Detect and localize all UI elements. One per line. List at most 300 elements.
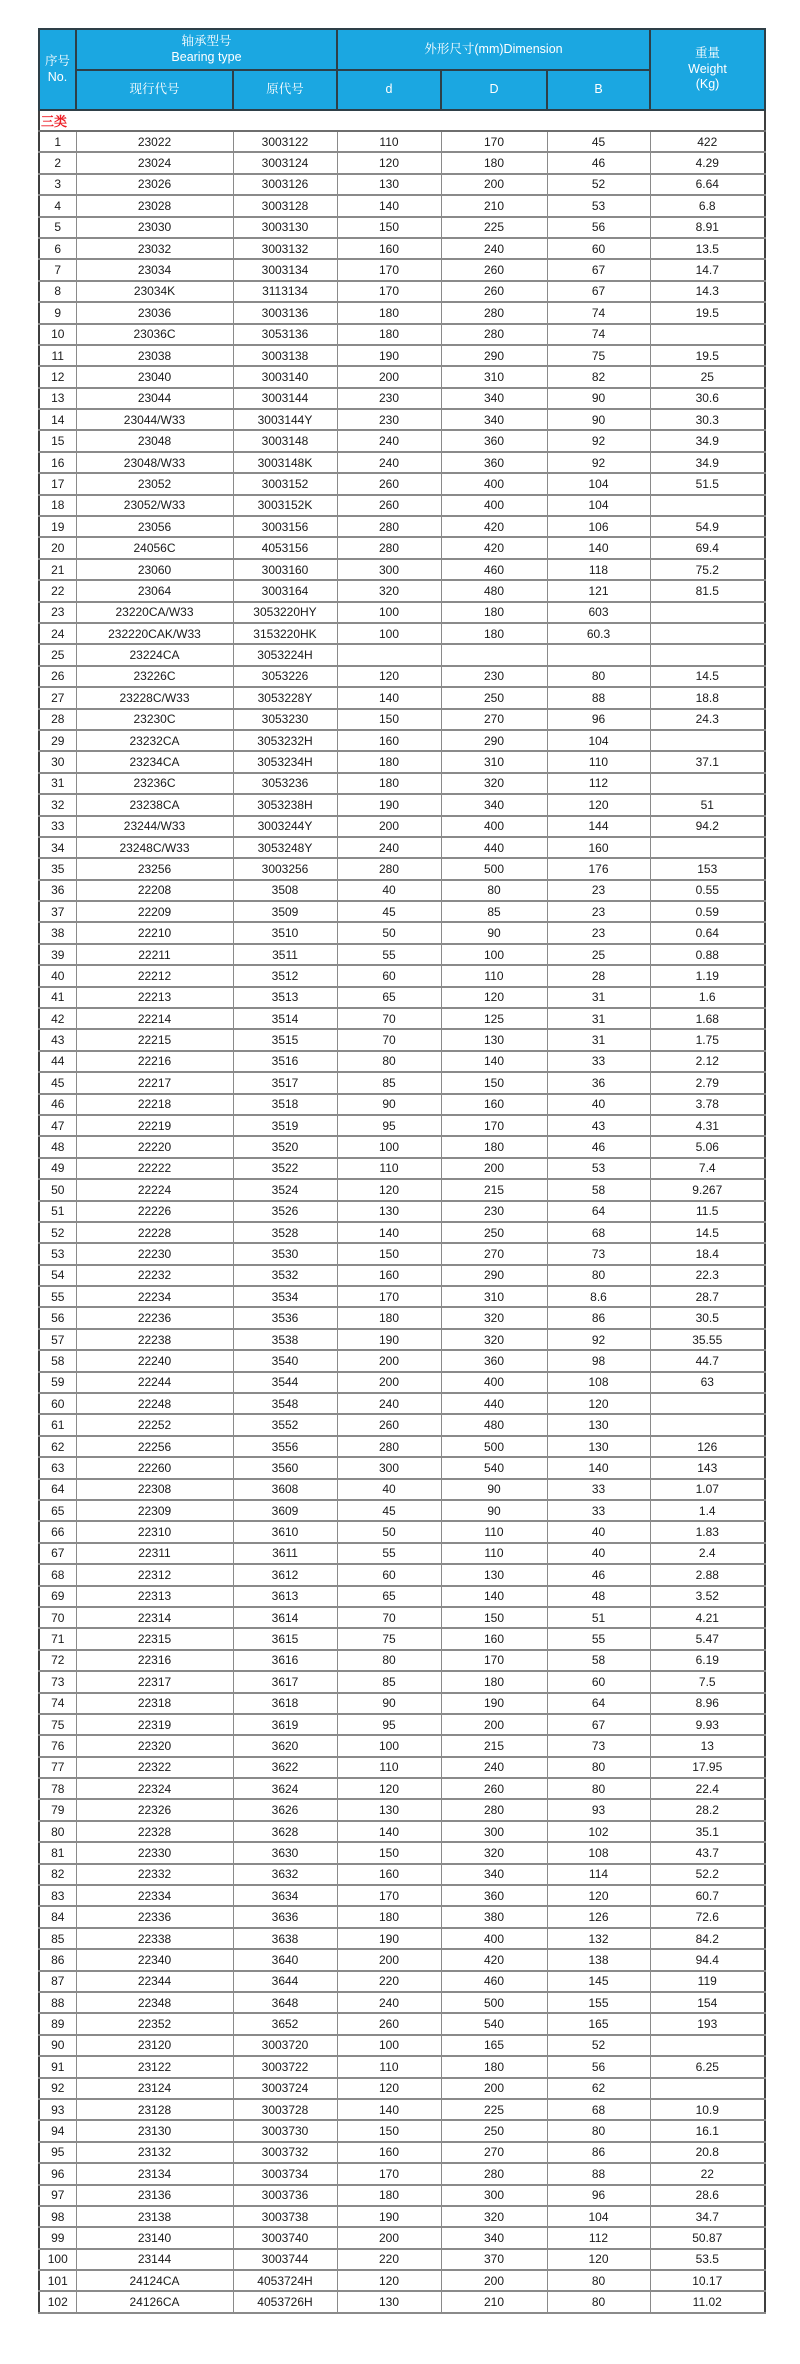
cell-d: 170	[337, 281, 441, 302]
cell-original-code: 3512	[233, 965, 337, 986]
table-row	[39, 1607, 765, 1628]
cell-original-code: 3638	[233, 1928, 337, 1949]
cell-no: 41	[39, 987, 76, 1008]
cell-d: 180	[337, 751, 441, 772]
cell-original-code: 3520	[233, 1136, 337, 1157]
cell-B: 45	[547, 131, 650, 152]
table-row	[39, 1479, 765, 1500]
cell-original-code: 3003152	[233, 473, 337, 494]
cell-B: 74	[547, 302, 650, 323]
cell-original-code: 3518	[233, 1094, 337, 1115]
cell-weight: 14.7	[650, 259, 765, 280]
table-row	[39, 1564, 765, 1585]
cell-B: 108	[547, 1372, 650, 1393]
cell-D: 380	[441, 1906, 547, 1927]
cell-weight: 143	[650, 1457, 765, 1478]
cell-d: 40	[337, 1479, 441, 1500]
cell-B: 68	[547, 1222, 650, 1243]
cell-no: 97	[39, 2185, 76, 2206]
cell-weight: 28.6	[650, 2185, 765, 2206]
cell-d: 120	[337, 1778, 441, 1799]
cell-d: 130	[337, 1799, 441, 1820]
table-row	[39, 238, 765, 259]
cell-no: 71	[39, 1628, 76, 1649]
cell-no: 51	[39, 1201, 76, 1222]
cell-D: 230	[441, 1201, 547, 1222]
cell-B: 43	[547, 1115, 650, 1136]
cell-B: 46	[547, 1564, 650, 1585]
cell-B: 86	[547, 2142, 650, 2163]
cell-current-code: 22317	[76, 1671, 233, 1692]
cell-no: 13	[39, 388, 76, 409]
cell-no: 85	[39, 1928, 76, 1949]
header-row-top	[39, 29, 765, 70]
col-header-d: d	[337, 70, 441, 110]
cell-no: 60	[39, 1393, 76, 1414]
cell-original-code: 3526	[233, 1201, 337, 1222]
cell-D: 310	[441, 751, 547, 772]
cell-current-code: 23034K	[76, 281, 233, 302]
cell-no: 64	[39, 1479, 76, 1500]
cell-no: 32	[39, 794, 76, 815]
cell-no: 29	[39, 730, 76, 751]
table-row	[39, 1693, 765, 1714]
table-row	[39, 1115, 765, 1136]
cell-d: 280	[337, 858, 441, 879]
cell-d: 55	[337, 1543, 441, 1564]
table-row	[39, 2120, 765, 2141]
cell-B: 120	[547, 2249, 650, 2270]
cell-weight: 6.19	[650, 1650, 765, 1671]
cell-B: 68	[547, 2099, 650, 2120]
cell-original-code: 3053226	[233, 666, 337, 687]
cell-original-code: 3003728	[233, 2099, 337, 2120]
cell-weight: 34.9	[650, 452, 765, 473]
cell-original-code: 3522	[233, 1158, 337, 1179]
cell-D: 210	[441, 195, 547, 216]
table-row	[39, 2185, 765, 2206]
cell-current-code: 22322	[76, 1757, 233, 1778]
cell-original-code: 3153220HK	[233, 623, 337, 644]
cell-current-code: 22310	[76, 1521, 233, 1542]
table-row	[39, 495, 765, 516]
cell-d: 200	[337, 1949, 441, 1970]
cell-weight: 34.7	[650, 2206, 765, 2227]
cell-B: 31	[547, 1008, 650, 1029]
table-row	[39, 152, 765, 173]
cell-original-code: 3640	[233, 1949, 337, 1970]
cell-B: 60	[547, 1671, 650, 1692]
cell-no: 44	[39, 1051, 76, 1072]
cell-d: 140	[337, 1821, 441, 1842]
cell-original-code: 3615	[233, 1628, 337, 1649]
cell-B: 23	[547, 901, 650, 922]
cell-current-code: 23226C	[76, 666, 233, 687]
cell-B: 51	[547, 1607, 650, 1628]
cell-current-code: 23052	[76, 473, 233, 494]
table-row	[39, 1350, 765, 1371]
cell-D: 80	[441, 880, 547, 901]
cell-weight	[650, 644, 765, 665]
cell-d: 150	[337, 2120, 441, 2141]
cell-current-code: 23048/W33	[76, 452, 233, 473]
cell-d: 85	[337, 1072, 441, 1093]
cell-D: 320	[441, 1842, 547, 1863]
table-row	[39, 1329, 765, 1350]
cell-weight: 30.6	[650, 388, 765, 409]
cell-weight	[650, 730, 765, 751]
cell-D: 500	[441, 858, 547, 879]
cell-d: 240	[337, 1393, 441, 1414]
cell-no: 37	[39, 901, 76, 922]
cell-D: 180	[441, 2056, 547, 2077]
cell-original-code: 3003122	[233, 131, 337, 152]
cell-current-code: 23036C	[76, 324, 233, 345]
cell-D: 260	[441, 281, 547, 302]
cell-B: 46	[547, 152, 650, 173]
cell-D: 540	[441, 1457, 547, 1478]
cell-current-code: 23228C/W33	[76, 687, 233, 708]
cell-no: 11	[39, 345, 76, 366]
cell-no: 33	[39, 816, 76, 837]
cell-d: 260	[337, 1414, 441, 1435]
cell-original-code: 3053238H	[233, 794, 337, 815]
cell-d: 80	[337, 1051, 441, 1072]
cell-weight: 14.3	[650, 281, 765, 302]
col-header-dimension: 外形尺寸(mm)Dimension	[337, 29, 650, 70]
cell-B: 160	[547, 837, 650, 858]
cell-d: 85	[337, 1671, 441, 1692]
cell-original-code: 3614	[233, 1607, 337, 1628]
cell-current-code: 22209	[76, 901, 233, 922]
cell-current-code: 22212	[76, 965, 233, 986]
cell-D: 200	[441, 1714, 547, 1735]
cell-current-code: 22332	[76, 1864, 233, 1885]
cell-d: 190	[337, 794, 441, 815]
cell-B: 31	[547, 1029, 650, 1050]
cell-current-code: 23044/W33	[76, 409, 233, 430]
cell-original-code: 3610	[233, 1521, 337, 1542]
bearing-table-container	[38, 28, 764, 2314]
cell-D: 400	[441, 495, 547, 516]
cell-D: 170	[441, 1115, 547, 1136]
table-row	[39, 345, 765, 366]
cell-original-code: 3652	[233, 2013, 337, 2034]
cell-weight: 54.9	[650, 516, 765, 537]
cell-B: 114	[547, 1864, 650, 1885]
cell-d: 130	[337, 2291, 441, 2312]
cell-B: 52	[547, 174, 650, 195]
cell-no: 68	[39, 1564, 76, 1585]
cell-D: 170	[441, 131, 547, 152]
table-row	[39, 366, 765, 387]
cell-current-code: 23136	[76, 2185, 233, 2206]
cell-D: 85	[441, 901, 547, 922]
cell-original-code: 3534	[233, 1286, 337, 1307]
table-row	[39, 2163, 765, 2184]
cell-current-code: 23130	[76, 2120, 233, 2141]
cell-B: 90	[547, 409, 650, 430]
cell-D: 340	[441, 388, 547, 409]
cell-weight: 422	[650, 131, 765, 152]
cell-no: 7	[39, 259, 76, 280]
col-header-no-en: No.	[47, 69, 68, 84]
cell-original-code: 3636	[233, 1906, 337, 1927]
cell-original-code: 3053236	[233, 773, 337, 794]
cell-current-code: 22240	[76, 1350, 233, 1371]
table-row	[39, 1414, 765, 1435]
weight-label-zh: 重量	[694, 46, 720, 61]
cell-original-code: 3609	[233, 1500, 337, 1521]
table-row	[39, 794, 765, 815]
cell-B: 145	[547, 1971, 650, 1992]
cell-d: 120	[337, 152, 441, 173]
cell-D: 230	[441, 666, 547, 687]
cell-weight: 2.4	[650, 1543, 765, 1564]
cell-no: 83	[39, 1885, 76, 1906]
cell-weight: 10.17	[650, 2270, 765, 2291]
cell-D: 225	[441, 217, 547, 238]
cell-original-code: 3530	[233, 1243, 337, 1264]
cell-d: 110	[337, 1757, 441, 1778]
cell-current-code: 23248C/W33	[76, 837, 233, 858]
cell-no: 66	[39, 1521, 76, 1542]
cell-current-code: 23038	[76, 345, 233, 366]
cell-B: 46	[547, 1136, 650, 1157]
cell-B: 138	[547, 1949, 650, 1970]
cell-weight: 30.5	[650, 1307, 765, 1328]
cell-weight: 8.91	[650, 217, 765, 238]
table-row	[39, 1586, 765, 1607]
cell-d: 100	[337, 1136, 441, 1157]
table-row	[39, 1500, 765, 1521]
cell-current-code: 22344	[76, 1971, 233, 1992]
cell-d: 160	[337, 238, 441, 259]
table-row	[39, 965, 765, 986]
cell-weight: 10.9	[650, 2099, 765, 2120]
cell-weight: 153	[650, 858, 765, 879]
cell-original-code: 3003720	[233, 2035, 337, 2056]
cell-current-code: 23030	[76, 217, 233, 238]
table-row	[39, 195, 765, 216]
cell-d: 240	[337, 837, 441, 858]
cell-D: 215	[441, 1735, 547, 1756]
cell-D: 250	[441, 2120, 547, 2141]
cell-weight: 0.64	[650, 922, 765, 943]
cell-d: 280	[337, 1436, 441, 1457]
cell-weight: 1.68	[650, 1008, 765, 1029]
cell-d: 180	[337, 773, 441, 794]
cell-current-code: 22315	[76, 1628, 233, 1649]
cell-d: 150	[337, 1842, 441, 1863]
cell-no: 95	[39, 2142, 76, 2163]
cell-D: 400	[441, 816, 547, 837]
cell-D: 180	[441, 1136, 547, 1157]
cell-B: 104	[547, 2206, 650, 2227]
cell-no: 20	[39, 537, 76, 558]
cell-weight: 13.5	[650, 238, 765, 259]
cell-d: 200	[337, 816, 441, 837]
cell-B: 8.6	[547, 1286, 650, 1307]
table-row	[39, 837, 765, 858]
cell-B: 120	[547, 1885, 650, 1906]
cell-weight: 43.7	[650, 1842, 765, 1863]
cell-B: 56	[547, 2056, 650, 2077]
cell-d: 120	[337, 2270, 441, 2291]
cell-current-code: 23124	[76, 2078, 233, 2099]
cell-B: 33	[547, 1051, 650, 1072]
cell-original-code: 3003136	[233, 302, 337, 323]
cell-original-code: 3053220HY	[233, 602, 337, 623]
cell-weight	[650, 2035, 765, 2056]
bearing-type-label-en: Bearing type	[171, 49, 242, 64]
cell-original-code: 3003736	[233, 2185, 337, 2206]
cell-weight: 22.4	[650, 1778, 765, 1799]
cell-D: 290	[441, 1265, 547, 1286]
cell-original-code: 3617	[233, 1671, 337, 1692]
cell-weight: 2.88	[650, 1564, 765, 1585]
cell-no: 1	[39, 131, 76, 152]
cell-d: 320	[337, 580, 441, 601]
cell-current-code: 22219	[76, 1115, 233, 1136]
cell-original-code: 3519	[233, 1115, 337, 1136]
cell-d: 220	[337, 1971, 441, 1992]
cell-weight: 16.1	[650, 2120, 765, 2141]
cell-D: 360	[441, 1885, 547, 1906]
cell-D: 290	[441, 345, 547, 366]
cell-D: 110	[441, 965, 547, 986]
cell-d: 190	[337, 1329, 441, 1350]
cell-B: 104	[547, 495, 650, 516]
table-row	[39, 773, 765, 794]
cell-d: 190	[337, 345, 441, 366]
cell-original-code: 3616	[233, 1650, 337, 1671]
cell-d: 130	[337, 174, 441, 195]
cell-current-code: 22256	[76, 1436, 233, 1457]
cell-original-code: 3003126	[233, 174, 337, 195]
cell-B: 58	[547, 1179, 650, 1200]
cell-original-code: 3532	[233, 1265, 337, 1286]
table-row	[39, 1821, 765, 1842]
cell-current-code: 24126CA	[76, 2291, 233, 2312]
cell-weight: 28.7	[650, 1286, 765, 1307]
cell-no: 61	[39, 1414, 76, 1435]
cell-d: 230	[337, 409, 441, 430]
cell-original-code: 3053248Y	[233, 837, 337, 858]
table-row	[39, 1671, 765, 1692]
cell-B: 48	[547, 1586, 650, 1607]
cell-B: 64	[547, 1201, 650, 1222]
cell-d: 70	[337, 1008, 441, 1029]
table-row	[39, 1757, 765, 1778]
table-row	[39, 901, 765, 922]
table-row	[39, 1735, 765, 1756]
cell-d: 120	[337, 666, 441, 687]
cell-D: 290	[441, 730, 547, 751]
cell-D: 280	[441, 2163, 547, 2184]
weight-label-en: Weight	[688, 61, 727, 76]
cell-d: 240	[337, 1992, 441, 2013]
cell-current-code: 23022	[76, 131, 233, 152]
cell-weight: 50.87	[650, 2227, 765, 2248]
cell-weight: 94.2	[650, 816, 765, 837]
table-row	[39, 537, 765, 558]
weight-label-unit: (Kg)	[695, 77, 720, 92]
cell-current-code: 22232	[76, 1265, 233, 1286]
cell-d: 65	[337, 1586, 441, 1607]
cell-original-code: 3003134	[233, 259, 337, 280]
table-row	[39, 1372, 765, 1393]
table-row	[39, 1714, 765, 1735]
table-row	[39, 430, 765, 451]
cell-original-code: 3003156	[233, 516, 337, 537]
cell-d: 200	[337, 366, 441, 387]
table-row	[39, 324, 765, 345]
cell-D: 340	[441, 2227, 547, 2248]
cell-no: 90	[39, 2035, 76, 2056]
cell-weight: 14.5	[650, 666, 765, 687]
cell-current-code: 232220CAK/W33	[76, 623, 233, 644]
cell-weight: 7.4	[650, 1158, 765, 1179]
cell-original-code: 3003144	[233, 388, 337, 409]
cell-d: 120	[337, 2078, 441, 2099]
cell-B: 40	[547, 1094, 650, 1115]
cell-D: 90	[441, 922, 547, 943]
cell-D: 250	[441, 1222, 547, 1243]
cell-B: 88	[547, 687, 650, 708]
table-row	[39, 559, 765, 580]
cell-weight	[650, 1414, 765, 1435]
cell-original-code: 3608	[233, 1479, 337, 1500]
cell-d: 100	[337, 1735, 441, 1756]
col-header-original-code: 原代号	[233, 70, 337, 110]
cell-D: 360	[441, 430, 547, 451]
table-row	[39, 1136, 765, 1157]
cell-B: 40	[547, 1543, 650, 1564]
cell-D: 300	[441, 1821, 547, 1842]
cell-weight: 44.7	[650, 1350, 765, 1371]
cell-original-code: 4053724H	[233, 2270, 337, 2291]
cell-d: 260	[337, 495, 441, 516]
cell-original-code: 3524	[233, 1179, 337, 1200]
cell-d: 150	[337, 709, 441, 730]
table-row	[39, 281, 765, 302]
cell-D: 225	[441, 2099, 547, 2120]
col-header-bearing-type	[76, 29, 337, 70]
table-row	[39, 1286, 765, 1307]
cell-d: 75	[337, 1628, 441, 1649]
cell-D: 400	[441, 1928, 547, 1949]
cell-no: 87	[39, 1971, 76, 1992]
cell-d: 180	[337, 324, 441, 345]
cell-no: 25	[39, 644, 76, 665]
cell-current-code: 22352	[76, 2013, 233, 2034]
cell-B: 55	[547, 1628, 650, 1649]
cell-current-code: 23128	[76, 2099, 233, 2120]
cell-current-code: 22314	[76, 1607, 233, 1628]
cell-current-code: 22217	[76, 1072, 233, 1093]
cell-original-code: 3003256	[233, 858, 337, 879]
table-row	[39, 858, 765, 879]
cell-current-code: 22319	[76, 1714, 233, 1735]
cell-d: 150	[337, 1243, 441, 1264]
cell-D: 215	[441, 1179, 547, 1200]
cell-B: 53	[547, 195, 650, 216]
bearing-type-label-zh: 轴承型号	[181, 33, 232, 48]
cell-weight: 119	[650, 1971, 765, 1992]
cell-original-code: 3508	[233, 880, 337, 901]
cell-D: 150	[441, 1607, 547, 1628]
